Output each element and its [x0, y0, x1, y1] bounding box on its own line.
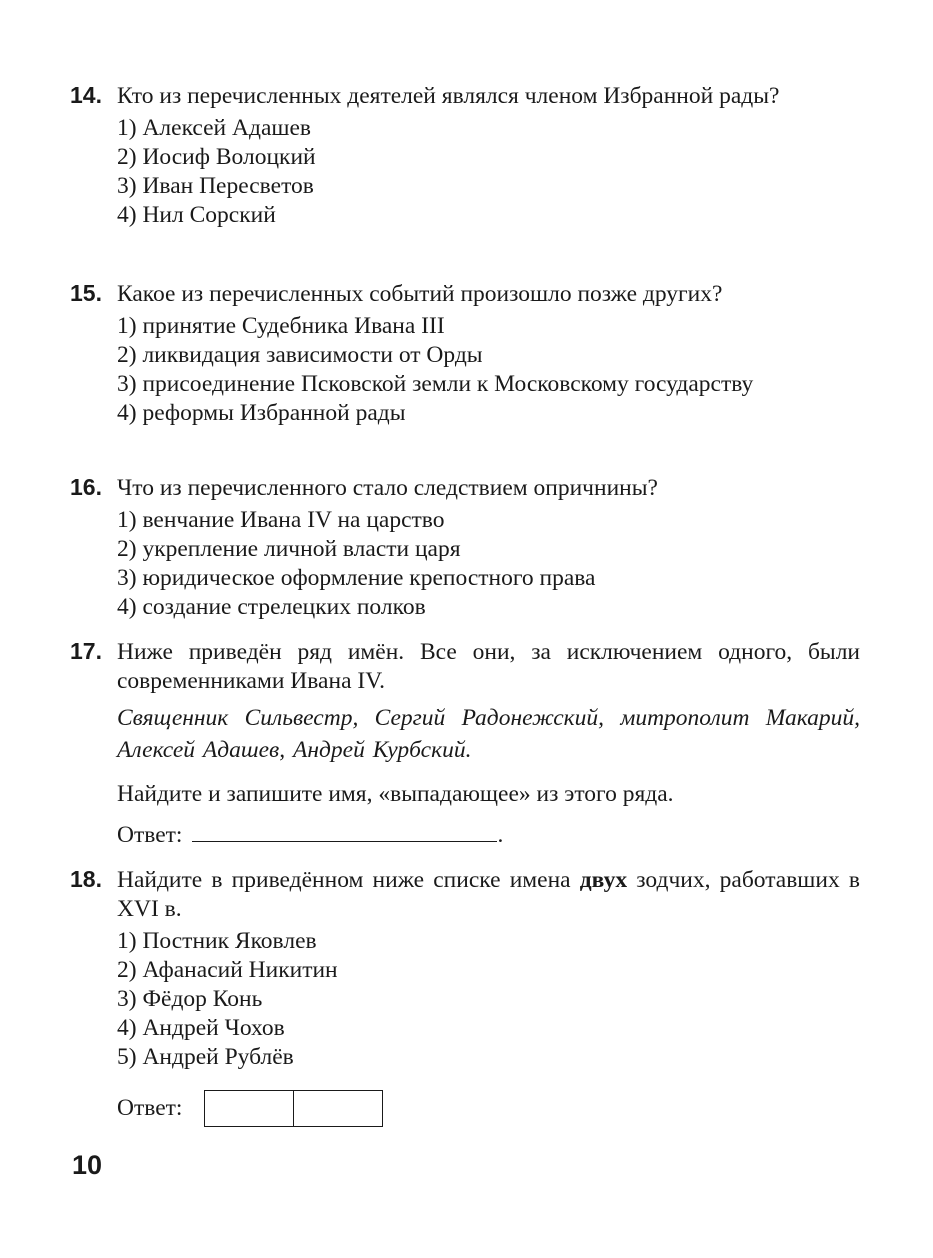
question-number: 15.	[70, 280, 102, 306]
answer-row	[117, 1090, 860, 1127]
answer-boxes	[204, 1090, 383, 1127]
instruction-text: Найдите и запишите имя, «выпадающее» из этого ряда.	[117, 781, 674, 807]
option-3: 3) Фёдор Конь	[117, 986, 263, 1012]
question-15	[70, 280, 860, 428]
question-number: 16.	[70, 474, 102, 500]
option-1: 1) Постник Яковлев	[117, 928, 317, 954]
question-16	[70, 474, 860, 622]
names-list: Священник Сильвестр, Сергий Радонежский, митрополит Макарий, Алексей Адашев, Андрей Курбский.	[117, 705, 860, 763]
option-2: 2) Афанасий Никитин	[117, 957, 338, 983]
question-text: Ниже приведён ряд имён. Все они, за исключением одного, были современниками Ивана IV.	[117, 639, 860, 694]
question-17	[70, 638, 860, 850]
question-number: 17.	[70, 638, 102, 664]
question-text-start: Найдите в приведённом ниже списке имена	[117, 867, 580, 893]
answer-box-2[interactable]	[293, 1091, 382, 1126]
question-18	[70, 866, 860, 1127]
option-2: 2) укрепление личной власти царя	[117, 536, 461, 562]
option-3: 3) юридическое оформление крепостного права	[117, 565, 596, 591]
option-5: 5) Андрей Рублёв	[117, 1044, 294, 1070]
question-number: 18.	[70, 866, 102, 892]
answer-label: Ответ:	[117, 1095, 183, 1121]
option-1: 1) венчание Ивана IV на царство	[117, 507, 445, 533]
option-3: 3) Иван Пересветов	[117, 173, 314, 199]
answer-label: Ответ:	[117, 822, 183, 848]
question-text: Кто из перечисленных деятелей являлся членом Избранной рады?	[117, 83, 780, 109]
question-text-bold: двух	[579, 867, 628, 893]
question-14	[70, 82, 860, 230]
option-4: 4) реформы Избранной рады	[117, 400, 406, 426]
option-4: 4) создание стрелецких полков	[117, 594, 426, 620]
question-text: Какое из перечисленных событий произошло позже других?	[117, 281, 723, 307]
option-1: 1) Алексей Адашев	[117, 115, 311, 141]
answer-box-1[interactable]	[205, 1091, 293, 1126]
question-text-end: зодчих, работавших в XVI в.	[117, 867, 861, 922]
question-text: Что из перечисленного стало следствием опричнины?	[117, 475, 658, 501]
page-number: 10	[72, 1150, 103, 1180]
option-4: 4) Андрей Чохов	[117, 1015, 285, 1041]
question-number: 14.	[70, 82, 102, 108]
answer-period: .	[497, 822, 504, 848]
option-4: 4) Нил Сорский	[117, 202, 276, 228]
options-list	[117, 506, 860, 622]
option-2: 2) Иосиф Волоцкий	[117, 144, 316, 170]
answer-blank-field[interactable]	[192, 821, 497, 842]
options-list	[117, 114, 860, 230]
answer-row	[117, 821, 860, 850]
question-text	[117, 866, 860, 924]
options-list	[117, 927, 860, 1072]
option-2: 2) ликвидация зависимости от Орды	[117, 342, 483, 368]
option-1: 1) принятие Судебника Ивана III	[117, 313, 445, 339]
options-list	[117, 312, 860, 428]
option-3: 3) присоединение Псковской земли к Московскому государству	[117, 371, 754, 397]
